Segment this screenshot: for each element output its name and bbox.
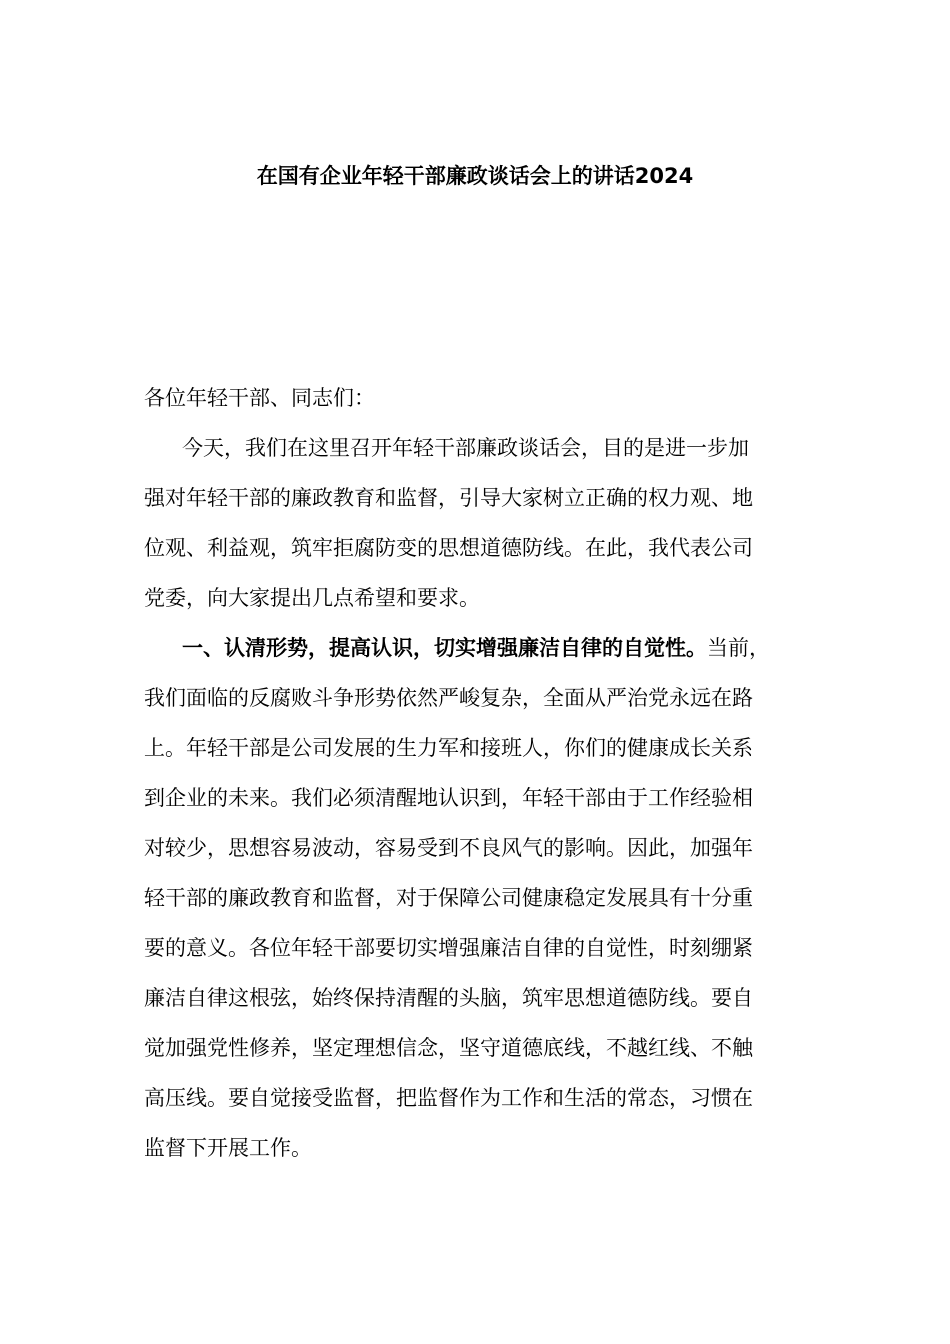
salutation: 各位年轻干部、同志们： (144, 386, 375, 410)
paragraph-line: 强对年轻干部的廉政教育和监督，引导大家树立正确的权力观、地 (144, 486, 753, 510)
paragraph-lead-text: 当前， (707, 636, 770, 660)
paragraph-line: 觉加强党性修养，坚定理想信念，坚守道德底线，不越红线、不触 (144, 1036, 753, 1060)
document-title: 在国有企业年轻干部廉政谈话会上的讲话2024 (256, 164, 694, 188)
paragraph-line: 轻干部的廉政教育和监督，对于保障公司健康稳定发展具有十分重 (144, 886, 753, 910)
paragraph-line: 位观、利益观，筑牢拒腐防变的思想道德防线。在此，我代表公司 (144, 536, 753, 560)
paragraph-line: 到企业的未来。我们必须清醒地认识到，年轻干部由于工作经验相 (144, 786, 753, 810)
paragraph-intro (144, 432, 806, 632)
paragraph-line: 廉洁自律这根弦，始终保持清醒的头脑，筑牢思想道德防线。要自 (144, 986, 753, 1010)
paragraph-line: 要的意义。各位年轻干部要切实增强廉洁自律的自觉性，时刻绷紧 (144, 936, 753, 960)
paragraph-line: 我们面临的反腐败斗争形势依然严峻复杂，全面从严治党永远在路 (144, 686, 753, 710)
paragraph-first-line (144, 632, 806, 682)
paragraph-line: 今天，我们在这里召开年轻干部廉政谈话会，目的是进一步加 (182, 436, 749, 460)
paragraph-section-one (144, 632, 806, 1182)
paragraph-line: 党委，向大家提出几点希望和要求。 (144, 586, 480, 610)
paragraph-line: 监督下开展工作。 (144, 1136, 312, 1160)
paragraph-line: 对较少，思想容易波动，容易受到不良风气的影响。因此，加强年 (144, 836, 753, 860)
section-heading: 一、认清形势，提高认识，切实增强廉洁自律的自觉性。 (182, 636, 707, 660)
paragraph-line: 高压线。要自觉接受监督，把监督作为工作和生活的常态，习惯在 (144, 1086, 753, 1110)
paragraph-line: 上。年轻干部是公司发展的生力军和接班人，你们的健康成长关系 (144, 736, 753, 760)
